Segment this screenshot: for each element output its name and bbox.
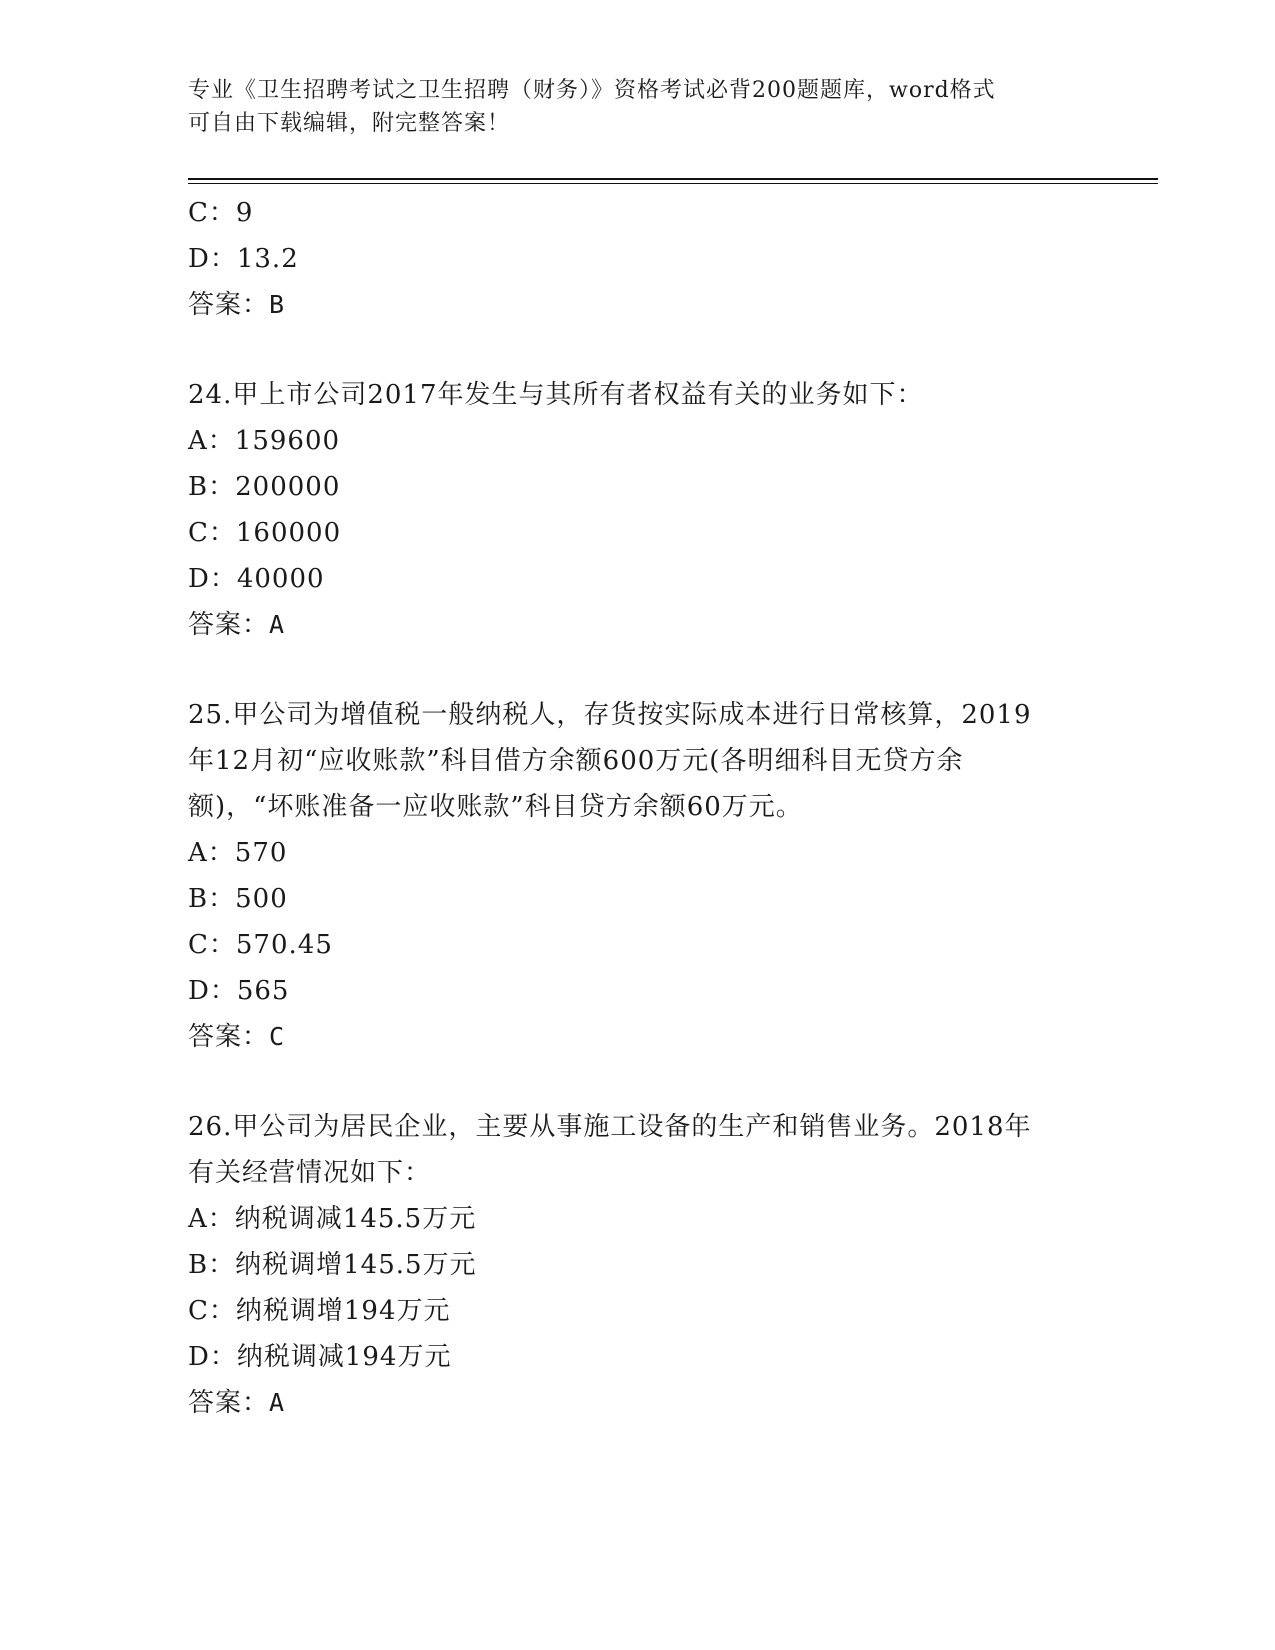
answer-value: A [269,610,286,639]
option-b: B：200000 [188,472,341,502]
question-text-line-1: 26.甲公司为居民企业，主要从事施工设备的生产和销售业务。2018年 [188,1112,1032,1142]
question-24 [188,372,1088,648]
option-d: D：13.2 [188,244,299,274]
answer-value: B [269,290,286,319]
header-line-1: 专业《卫生招聘考试之卫生招聘（财务）》资格考试必背200题题库，word格式 [188,78,996,103]
option-b: B：500 [188,884,288,914]
option-c: C：570.45 [188,930,333,960]
option-d: D：565 [188,976,290,1006]
option-a: A：570 [188,838,288,868]
option-b: B：纳税调增145.5万元 [188,1250,477,1280]
option-c: C：9 [188,198,254,228]
header-rule-thin [188,183,1158,184]
question-text-line-3: 额)，“坏账准备一应收账款”科目贷方余额60万元。 [188,792,803,822]
previous-question-block [188,190,1088,328]
header-line-2: 可自由下载编辑，附完整答案！ [188,111,511,136]
answer-label: 答案： [188,290,270,320]
question-26 [188,1104,1088,1426]
answer-label: 答案： [188,1388,270,1418]
answer-line [188,1014,1088,1060]
option-d: D：40000 [188,564,325,594]
question-text-line-2: 有关经营情况如下： [188,1158,432,1188]
question-text-line-2: 年12月初“应收账款”科目借方余额600万元(各明细科目无贷方余 [188,746,964,776]
answer-value: C [269,1022,286,1051]
option-c: C：160000 [188,518,342,548]
option-c: C：纳税调增194万元 [188,1296,451,1326]
answer-label: 答案： [188,610,270,640]
option-a: A：159600 [188,426,341,456]
document-header [188,74,1068,140]
answer-line [188,602,1088,648]
option-d: D：纳税调减194万元 [188,1342,452,1372]
answer-line [188,1380,1088,1426]
option-a: A：纳税调减145.5万元 [188,1204,477,1234]
question-25 [188,692,1088,1060]
header-rule-thick [188,178,1158,180]
question-text-line-1: 25.甲公司为增值税一般纳税人，存货按实际成本进行日常核算，2019 [188,700,1032,730]
answer-value: A [269,1388,286,1417]
answer-line [188,282,1088,328]
answer-label: 答案： [188,1022,270,1052]
question-text: 24.甲上市公司2017年发生与其所有者权益有关的业务如下： [188,380,924,410]
question-content [188,190,1088,1426]
